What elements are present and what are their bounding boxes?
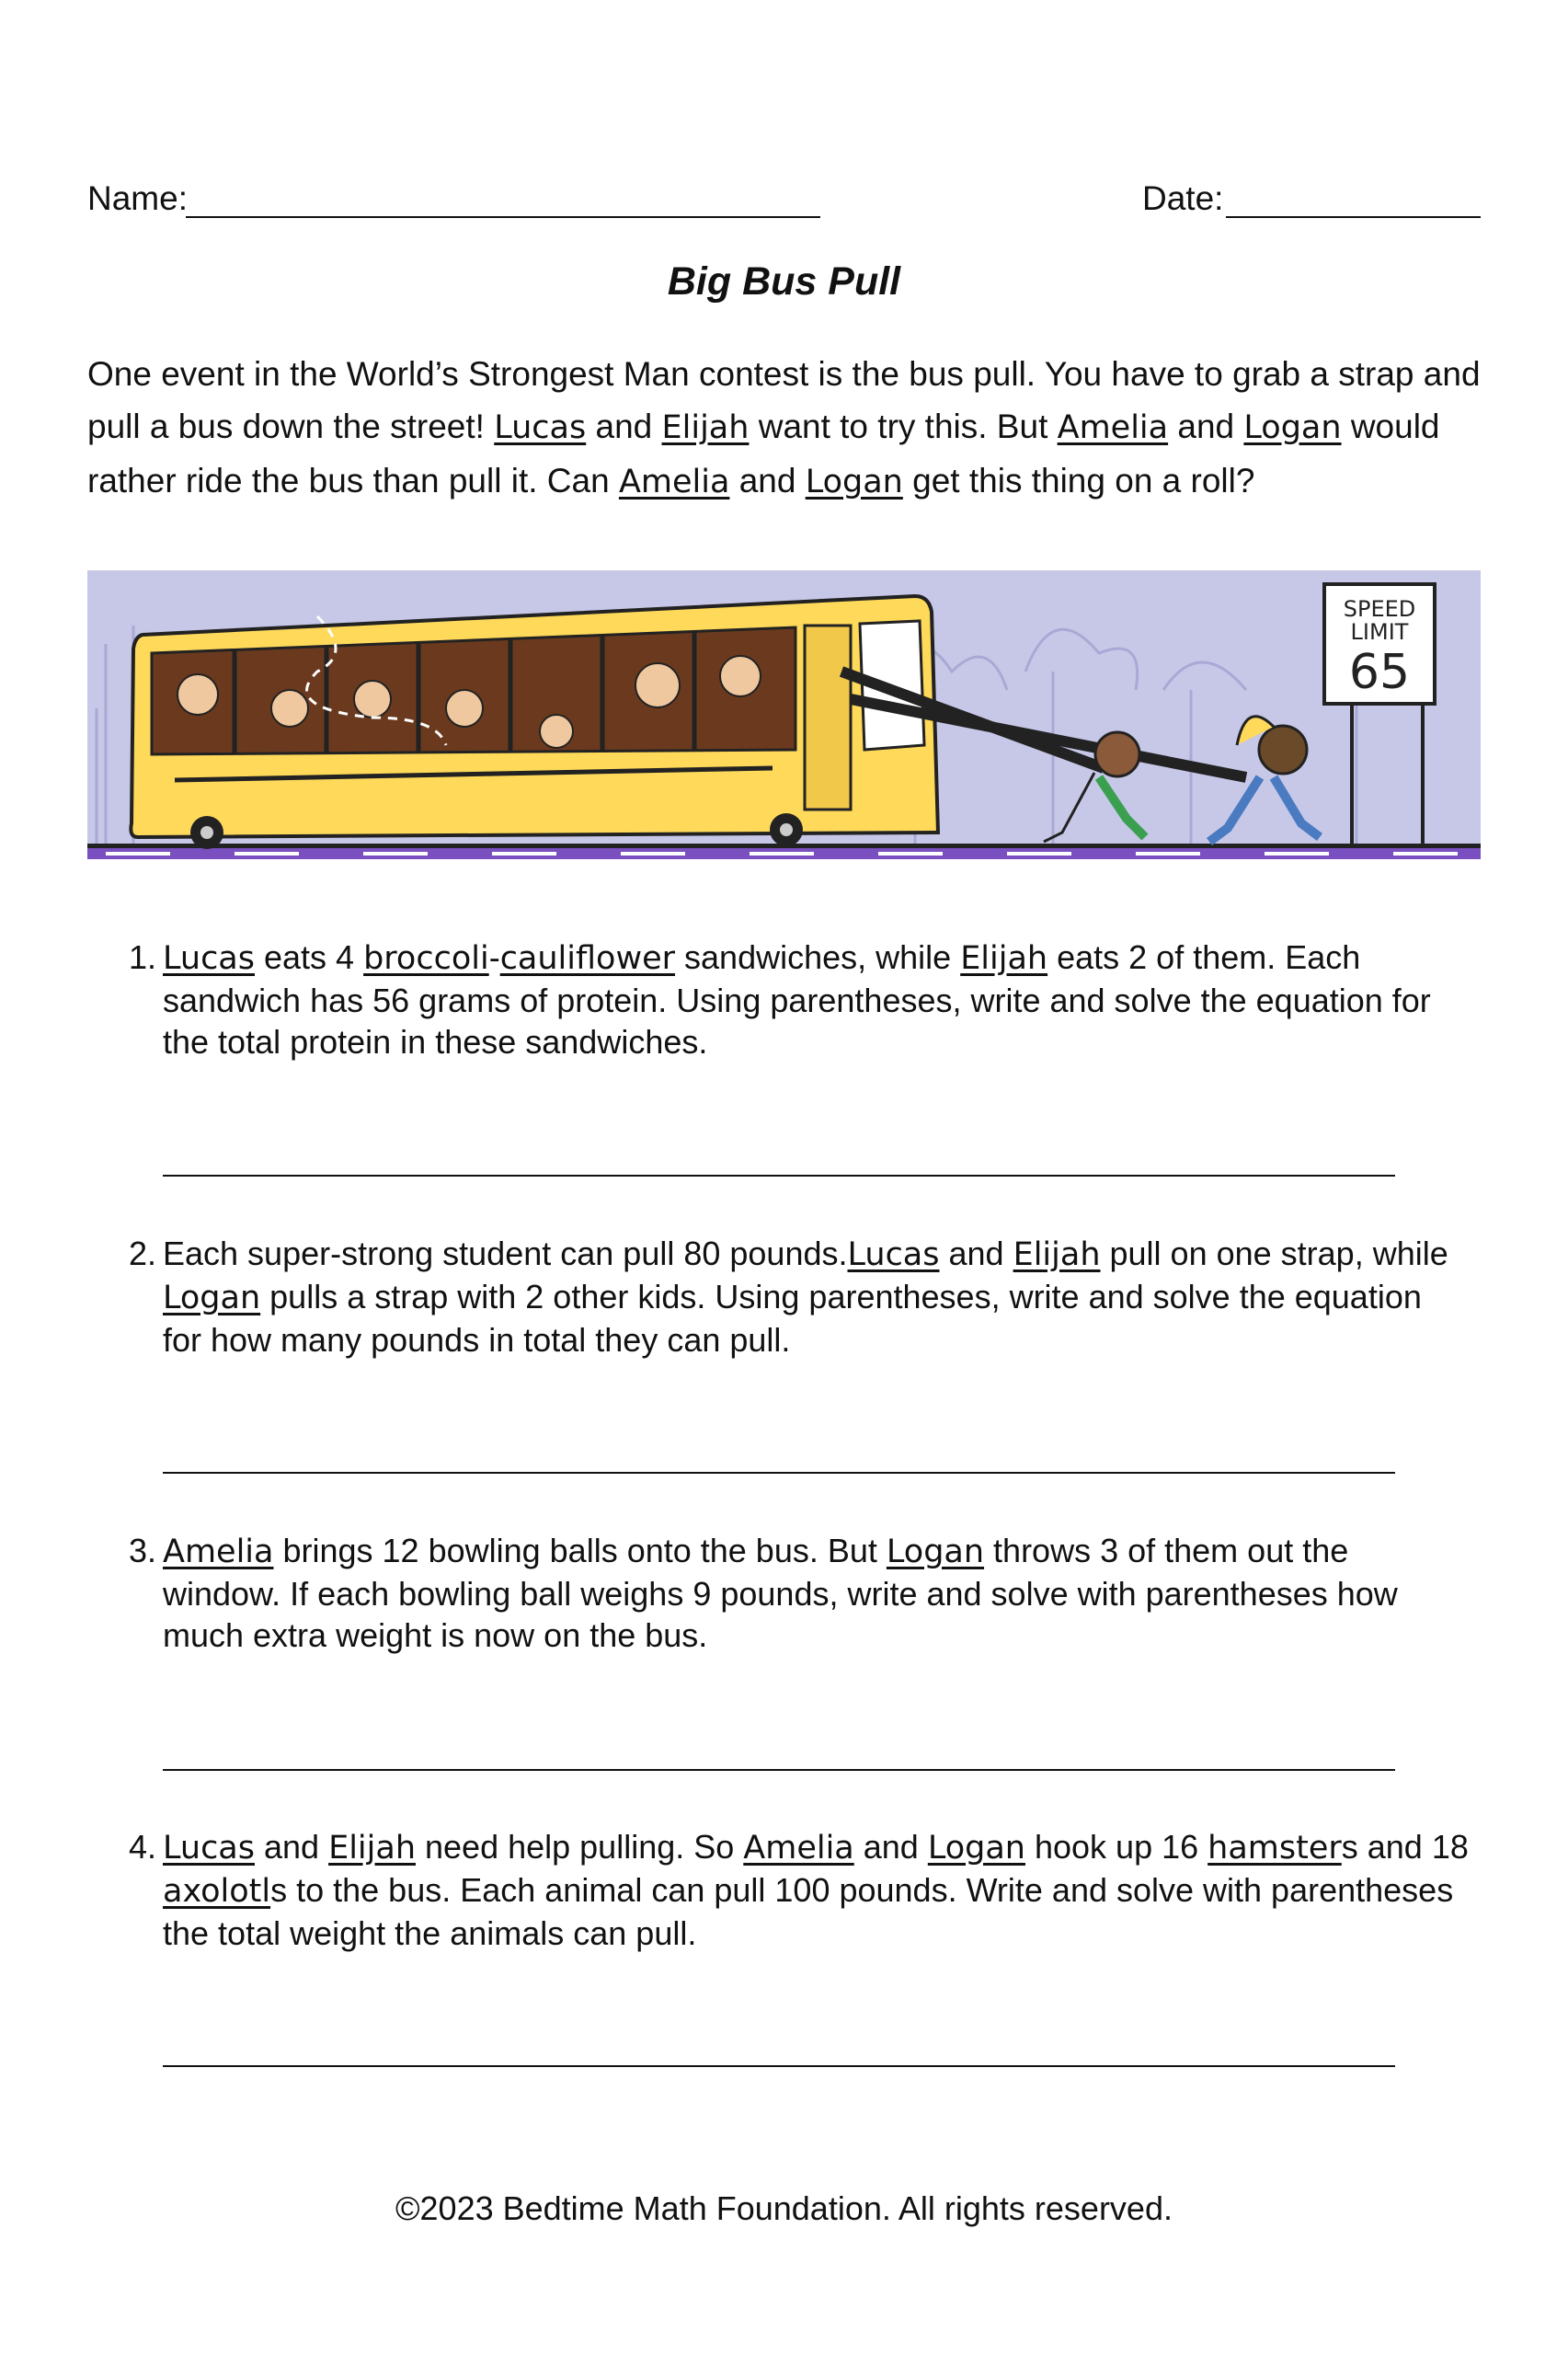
q-text: eats 2 of them. Each sandwich has 56 grams of protein. Using parentheses, write and solve the equation for the total protein in these sandwiches. bbox=[163, 938, 1431, 1061]
q-name: Elijah bbox=[328, 1830, 416, 1867]
q-name: Elijah bbox=[960, 940, 1048, 977]
q-text: - bbox=[488, 938, 500, 976]
q-text: and bbox=[939, 1235, 1013, 1272]
q-name: Logan bbox=[927, 1830, 1025, 1867]
question-number: 2. bbox=[129, 1235, 157, 1272]
intro-text: One event in the World’s Strongest Man contest is the bus pull. You have to grab a strap and pull a bus down the street! bbox=[87, 355, 1481, 445]
q-text: need help pulling. So bbox=[416, 1828, 744, 1866]
intro-text: want to try this. But bbox=[749, 408, 1058, 445]
question-number: 1. bbox=[129, 938, 157, 976]
answer-line-3[interactable] bbox=[163, 1769, 1395, 1771]
copyright-footer: ©2023 Bedtime Math Foundation. All rights reserved. bbox=[395, 2189, 1173, 2227]
question-number: 4. bbox=[129, 1828, 157, 1866]
q-name: Logan bbox=[163, 1280, 261, 1316]
question-text bbox=[163, 936, 1469, 1063]
sign-number: 65 bbox=[1348, 645, 1411, 700]
q-text: s to the bus. Each animal can pull 100 pounds. Write and solve with parentheses the total weight the animals can pull. bbox=[163, 1871, 1454, 1952]
q-name: Lucas bbox=[163, 940, 255, 977]
q-word: cauliflower bbox=[499, 940, 676, 977]
q-text: Each super-strong student can pull 80 pounds. bbox=[163, 1235, 848, 1272]
q-text: pulls a strap with 2 other kids. Using parentheses, write and solve the equation for how many pounds in total they can pull. bbox=[163, 1278, 1422, 1359]
intro-name: Logan bbox=[805, 464, 903, 500]
q-name: Lucas bbox=[163, 1830, 255, 1867]
q-name: Lucas bbox=[847, 1236, 940, 1273]
intro-name: Amelia bbox=[618, 464, 730, 500]
q-word: broccoli bbox=[363, 940, 489, 977]
q-text: eats 4 bbox=[255, 938, 364, 976]
q-text: throws 3 of them out the window. If each bowling ball weighs 9 pounds, write and solve with parentheses how much extra weight is now on the bus. bbox=[163, 1532, 1398, 1654]
q-name: Amelia bbox=[743, 1830, 854, 1867]
intro-name: Elijah bbox=[661, 409, 750, 446]
bus-pull-illustration bbox=[87, 570, 1481, 865]
name-date-row bbox=[87, 179, 1481, 225]
intro-paragraph bbox=[87, 348, 1485, 509]
answer-line-2[interactable] bbox=[163, 1472, 1395, 1474]
sign-text-limit: LIMIT bbox=[1350, 619, 1409, 645]
intro-name: Lucas bbox=[494, 409, 587, 446]
q-text: s and 18 bbox=[1341, 1828, 1469, 1866]
date-field-line[interactable] bbox=[1226, 216, 1481, 218]
name-field-line[interactable] bbox=[186, 216, 820, 218]
date-label: Date: bbox=[1142, 179, 1224, 217]
q-name: Logan bbox=[886, 1534, 985, 1570]
bus-door bbox=[805, 626, 851, 810]
q-text: brings 12 bowling balls onto the bus. But bbox=[273, 1532, 887, 1569]
q-text: pull on one strap, while bbox=[1100, 1235, 1448, 1272]
question-text bbox=[163, 1826, 1469, 1954]
q-text: hook up 16 bbox=[1024, 1828, 1208, 1866]
intro-text: and bbox=[729, 462, 806, 500]
q-text: sandwiches, while bbox=[675, 938, 961, 976]
q-name: Elijah bbox=[1013, 1236, 1101, 1273]
school-bus bbox=[131, 596, 938, 849]
worksheet-title: Big Bus Pull bbox=[667, 259, 901, 304]
intro-text: get this thing on a roll? bbox=[902, 462, 1255, 500]
q-text: and bbox=[255, 1828, 329, 1866]
intro-text: and bbox=[1168, 408, 1244, 445]
q-word: hamster bbox=[1207, 1830, 1342, 1867]
q-text: and bbox=[853, 1828, 928, 1866]
q-name: Amelia bbox=[163, 1534, 274, 1570]
sign-text-speed: SPEED bbox=[1343, 596, 1416, 622]
q-word: axolotl bbox=[163, 1873, 271, 1910]
intro-text: would rather ride the bus than pull it. Can bbox=[87, 408, 1440, 500]
intro-name: Amelia bbox=[1057, 409, 1169, 446]
intro-text: and bbox=[586, 408, 662, 445]
name-label: Name: bbox=[87, 179, 188, 217]
question-text bbox=[163, 1233, 1469, 1361]
answer-line-4[interactable] bbox=[163, 2065, 1395, 2067]
question-number: 3. bbox=[129, 1532, 157, 1569]
question-text bbox=[163, 1530, 1469, 1656]
intro-name: Logan bbox=[1243, 409, 1342, 446]
answer-line-1[interactable] bbox=[163, 1175, 1395, 1177]
